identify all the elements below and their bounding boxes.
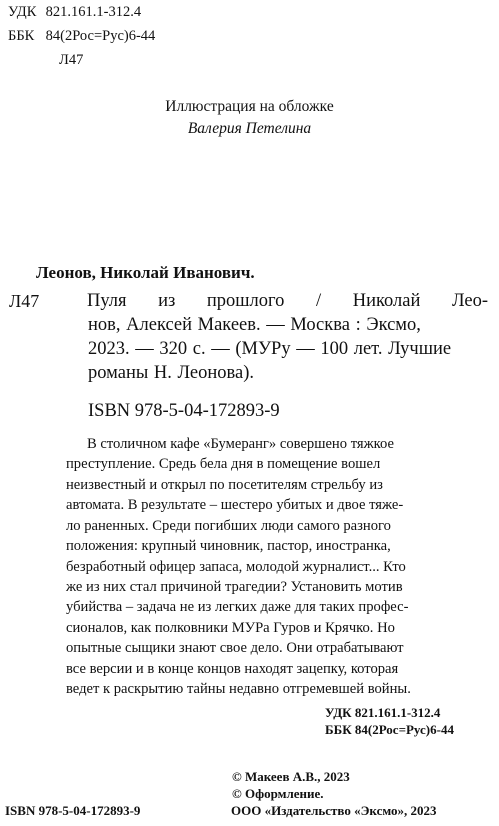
annotation-line: В столичном кафе «Бумеранг» совершено тяжкое — [87, 436, 394, 452]
udk-code-footer: УДК 821.161.1-312.4 — [325, 705, 441, 720]
illustration-artist: Валерия Петелина — [187, 120, 312, 137]
copyright-design: © Оформление. — [232, 786, 324, 801]
author-sign: Л47 — [9, 291, 40, 311]
udk-code-top — [8, 4, 141, 21]
bbk-value: 84(2Рос=Рус)6-44 — [45, 28, 156, 44]
udk-label: УДК — [8, 4, 37, 20]
annotation-line: неизвестный и открыл по посетителям стрельбу из — [66, 477, 383, 493]
annotation-line: безработный офицер запаса, молодой журналист... Кто — [66, 559, 406, 575]
udk-value: 821.161.1-312.4 — [45, 4, 142, 20]
annotation-line: убийства – задача не из легких даже для таких профес- — [66, 599, 409, 615]
isbn-footer: ISBN 978-5-04-172893-9 — [5, 803, 141, 818]
annotation-line: все версии и в конце концов находят зацепку, которая — [66, 661, 399, 677]
bbk-code-top — [8, 28, 155, 45]
bbk-code-footer: ББК 84(2Рос=Рус)6-44 — [325, 722, 454, 737]
annotation-line: опытные сыщики знают свое дело. Они отрабатывают — [66, 640, 404, 656]
copyright-publisher: ООО «Издательство «Эксмо», 2023 — [231, 803, 437, 818]
isbn-main: ISBN 978-5-04-172893-9 — [88, 401, 280, 421]
annotation-line: ло раненных. Среди погибших люди самого разного — [66, 518, 391, 534]
annotation-line: ведет к раскрытию тайны недавно отгремевшей войны. — [66, 681, 411, 697]
author-heading: Леонов, Николай Иванович. — [36, 263, 255, 282]
description-line: Пуля из прошлого / Николай Лео- — [87, 291, 488, 311]
annotation-line: автомата. В результате – шестеро убитых и двое тяже- — [66, 497, 404, 513]
bbk-label: ББК — [8, 28, 35, 44]
author-sign-top: Л47 — [59, 52, 84, 68]
annotation-line: преступление. Средь бела дня в помещение вошел — [66, 456, 381, 472]
description-line: 2023. — 320 с. — (МУРу — 100 лет. Лучшие — [88, 339, 452, 359]
copyright-author: © Макеев А.В., 2023 — [232, 769, 350, 784]
annotation-line: положения: крупный чиновник, пастор, иностранка, — [66, 538, 391, 554]
description-line: романы Н. Леонова). — [88, 363, 255, 383]
annotation-line: сионалов, как полковники МУРа Гуров и Крячко. Но — [66, 620, 395, 636]
description-line: нов, Алексей Макеев. — Москва : Эксмо, — [88, 315, 421, 335]
illustration-caption: Иллюстрация на обложке — [165, 98, 334, 115]
annotation-line: же из них стал причиной трагедии? Установить мотив — [66, 579, 403, 595]
